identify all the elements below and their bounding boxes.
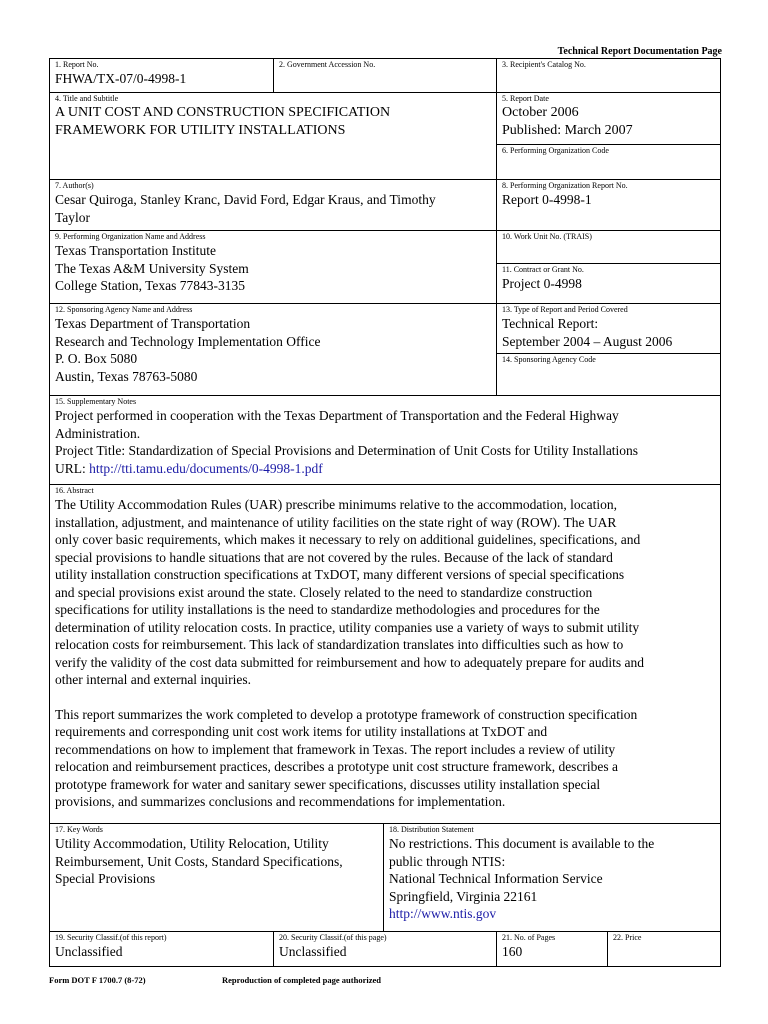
perf-org-name-cell bbox=[50, 231, 497, 303]
title-line: A UNIT COST AND CONSTRUCTION SPECIFICATION bbox=[55, 105, 391, 120]
distribution-line: National Technical Information Service bbox=[389, 871, 603, 886]
work-unit-label: 10. Work Unit No. (TRAIS) bbox=[502, 232, 592, 241]
abstract-line: special provisions to handle situations that are not covered by the rules. Because of the lack of standard bbox=[55, 549, 613, 565]
form-number: Form DOT F 1700.7 (8-72) bbox=[49, 975, 146, 985]
security-report-label: 19. Security Classif.(of this report) bbox=[55, 933, 167, 942]
report-date-line: October 2006 bbox=[502, 105, 579, 120]
title-line: FRAMEWORK FOR UTILITY INSTALLATIONS bbox=[55, 122, 346, 138]
abstract-line: only cover basic requirements, which makes it necessary to rely on additional guidelines, specifications, and bbox=[55, 532, 641, 547]
perf-org-report-cell bbox=[497, 180, 720, 230]
report-date-cell bbox=[497, 93, 720, 145]
report-no-label: 1. Report No. bbox=[55, 60, 99, 69]
report-date-line: Published: March 2007 bbox=[502, 122, 633, 138]
sponsor-label: 12. Sponsoring Agency Name and Address bbox=[55, 305, 193, 314]
row-abstract bbox=[50, 485, 720, 824]
abstract-line: utility installation construction specifications at TxDOT, many different versions of special specifications bbox=[55, 567, 625, 582]
reproduction-note: Reproduction of completed page authorized bbox=[222, 975, 381, 985]
form-footer bbox=[49, 975, 721, 985]
abstract-line: relocation costs for reimbursement. This lack of standardization translates into difficulties such as how to bbox=[55, 637, 624, 652]
distribution-line: No restrictions. This document is available to the bbox=[389, 836, 655, 851]
report-no-cell bbox=[50, 59, 274, 92]
perf-org-name-line: The Texas A&M University System bbox=[55, 260, 249, 276]
abstract-line: prototype framework for water and sanitary sewer specifications, discusses utility installation special bbox=[55, 776, 601, 792]
security-report-value: Unclassified bbox=[55, 944, 123, 959]
title-cell bbox=[50, 93, 497, 179]
security-page-label: 20. Security Classif.(of this page) bbox=[279, 933, 387, 942]
type-code-cell bbox=[497, 304, 720, 395]
report-no-value: FHWA/TX-07/0-4998-1 bbox=[55, 71, 187, 86]
contract-cell bbox=[497, 264, 720, 294]
abstract-line: and special provisions exist around the state. Closely related to the need to standardize construction bbox=[55, 584, 593, 600]
perf-org-name-line: Texas Transportation Institute bbox=[55, 243, 217, 258]
distribution-label: 18. Distribution Statement bbox=[389, 825, 474, 834]
row-notes bbox=[50, 396, 720, 485]
sponsor-line: P. O. Box 5080 bbox=[55, 351, 138, 366]
gov-accession-label: 2. Government Accession No. bbox=[279, 60, 376, 69]
pages-label: 21. No. of Pages bbox=[502, 933, 556, 942]
pages-cell bbox=[497, 932, 608, 966]
notes-line: Administration. bbox=[55, 425, 141, 441]
abstract-line: verify the validity of the cost data submitted for reimbursement and how to adequately prepare for audits and bbox=[55, 654, 644, 670]
row-report-numbers bbox=[50, 59, 720, 93]
page-header: Technical Report Documentation Page bbox=[557, 46, 722, 57]
date-code-cell bbox=[497, 93, 720, 179]
row-title bbox=[50, 93, 720, 180]
authors-cell bbox=[50, 180, 497, 230]
authors-line: Taylor bbox=[55, 209, 91, 225]
pages-value: 160 bbox=[502, 944, 523, 959]
gov-accession-cell bbox=[274, 59, 497, 92]
abstract-paragraph bbox=[55, 706, 715, 811]
abstract-line: relocation and reimbursement practices, describes a prototype unit cost structure framework, describes a bbox=[55, 759, 619, 774]
notes-url-link[interactable]: http://tti.tamu.edu/documents/0-4998-1.pdf bbox=[89, 460, 323, 476]
notes-url-line bbox=[55, 460, 715, 478]
sponsor-code-label: 14. Sponsoring Agency Code bbox=[502, 355, 596, 364]
row-authors bbox=[50, 180, 720, 231]
report-type-line: September 2004 – August 2006 bbox=[502, 333, 673, 349]
price-cell bbox=[608, 932, 720, 966]
sponsor-line: Austin, Texas 78763-5080 bbox=[55, 368, 198, 384]
distribution-url-link[interactable]: http://www.ntis.gov bbox=[389, 906, 497, 921]
abstract-line: installation, adjustment, and maintenance of utility facilities on the state right of way (ROW). The UAR bbox=[55, 514, 617, 530]
sponsor-code-cell bbox=[497, 354, 720, 366]
distribution-line: public through NTIS: bbox=[389, 853, 506, 869]
notes-line: Project performed in cooperation with the Texas Department of Transportation and the Federal Highway bbox=[55, 408, 619, 423]
authors-label: 7. Author(s) bbox=[55, 181, 94, 190]
key-words-line: Special Provisions bbox=[55, 871, 156, 886]
perf-org-report-value: Report 0-4998-1 bbox=[502, 192, 592, 207]
perf-org-name-line: College Station, Texas 77843-3135 bbox=[55, 278, 246, 293]
title-label: 4. Title and Subtitle bbox=[55, 94, 119, 103]
distribution-cell bbox=[384, 824, 720, 931]
documentation-form bbox=[49, 58, 721, 967]
authors-line: Cesar Quiroga, Stanley Kranc, David Ford, Edgar Kraus, and Timothy bbox=[55, 192, 436, 207]
security-page-value: Unclassified bbox=[279, 944, 347, 959]
security-report-cell bbox=[50, 932, 274, 966]
sponsor-line: Research and Technology Implementation Office bbox=[55, 333, 321, 349]
row-perf-org bbox=[50, 231, 720, 304]
abstract-line: requirements and corresponding unit cost work items for utility installations at TxDOT and bbox=[55, 724, 548, 739]
work-unit-cell bbox=[497, 231, 720, 264]
abstract-line: provisions, and summarizes conclusions and recommendations for implementation. bbox=[55, 794, 506, 809]
row-security bbox=[50, 932, 720, 966]
price-label: 22. Price bbox=[613, 933, 642, 942]
report-type-line: Technical Report: bbox=[502, 316, 599, 331]
distribution-line: Springfield, Virginia 22161 bbox=[389, 888, 538, 904]
contract-label: 11. Contract or Grant No. bbox=[502, 265, 584, 274]
report-date-label: 5. Report Date bbox=[502, 94, 549, 103]
abstract-line: determination of utility relocation costs. In practice, utility companies use a variety of ways to submit utility bbox=[55, 619, 640, 635]
abstract-paragraph bbox=[55, 496, 715, 689]
perf-org-name-label: 9. Performing Organization Name and Address bbox=[55, 232, 206, 241]
security-page-cell bbox=[274, 932, 497, 966]
abstract-cell bbox=[50, 485, 720, 823]
key-words-cell bbox=[50, 824, 384, 931]
key-words-line: Reimbursement, Unit Costs, Standard Specifications, bbox=[55, 853, 343, 869]
abstract-label: 16. Abstract bbox=[55, 486, 94, 495]
abstract-line: other internal and external inquiries. bbox=[55, 672, 252, 687]
notes-label: 15. Supplementary Notes bbox=[55, 397, 137, 406]
key-words-line: Utility Accommodation, Utility Relocation, Utility bbox=[55, 836, 329, 851]
abstract-line: This report summarizes the work completed to develop a prototype framework of construction specification bbox=[55, 706, 638, 722]
notes-cell bbox=[50, 396, 720, 484]
catalog-no-cell bbox=[497, 59, 720, 92]
catalog-no-label: 3. Recipient's Catalog No. bbox=[502, 60, 586, 69]
abstract-line: The Utility Accommodation Rules (UAR) prescribe minimums relative to the accommodation, location, bbox=[55, 497, 617, 512]
perf-org-code-cell bbox=[497, 145, 720, 157]
row-sponsor bbox=[50, 304, 720, 396]
report-type-cell bbox=[497, 304, 720, 354]
perf-org-report-label: 8. Performing Organization Report No. bbox=[502, 181, 628, 190]
sponsor-line: Texas Department of Transportation bbox=[55, 316, 251, 331]
perf-org-code-label: 6. Performing Organization Code bbox=[502, 146, 609, 155]
sponsor-cell bbox=[50, 304, 497, 395]
report-type-label: 13. Type of Report and Period Covered bbox=[502, 305, 628, 314]
notes-line: Project Title: Standardization of Special Provisions and Determination of Unit Costs for Utility Installations bbox=[55, 443, 639, 458]
notes-url-prefix: URL: bbox=[55, 460, 90, 476]
unit-contract-cell bbox=[497, 231, 720, 303]
abstract-line: specifications for utility installations is the need to standardize methodologies and procedures for the bbox=[55, 602, 600, 617]
row-keywords bbox=[50, 824, 720, 932]
contract-value: Project 0-4998 bbox=[502, 276, 582, 291]
abstract-line: recommendations on how to implement that framework in Texas. The report includes a review of utility bbox=[55, 741, 616, 757]
key-words-label: 17. Key Words bbox=[55, 825, 103, 834]
